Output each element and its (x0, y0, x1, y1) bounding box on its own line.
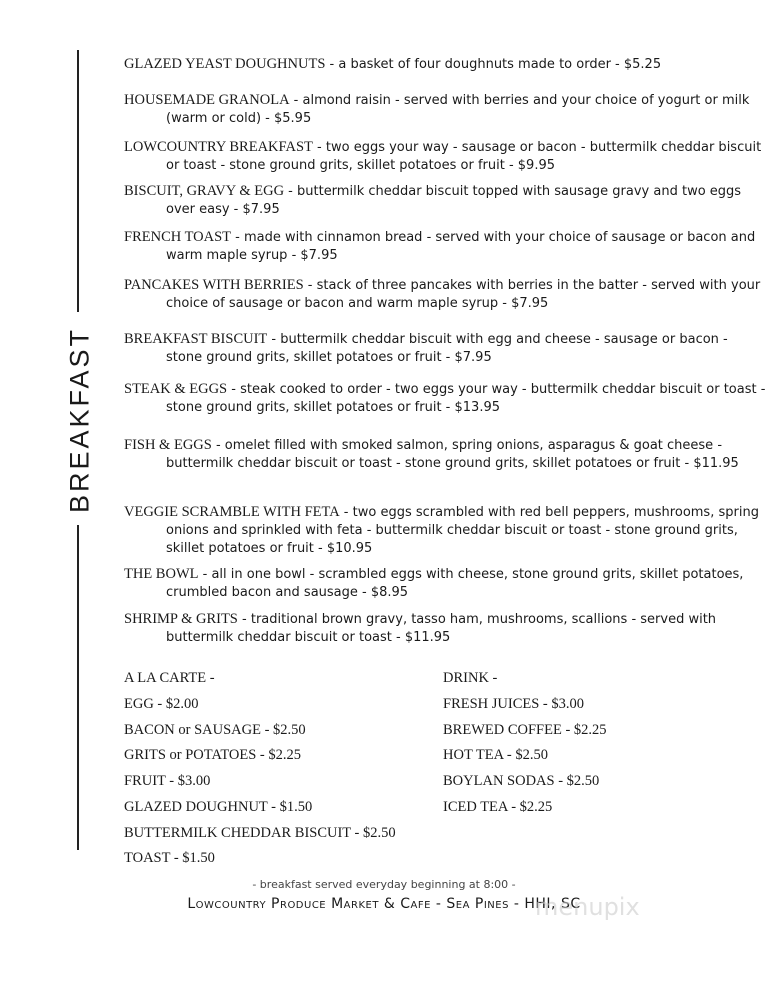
drink-row: FRESH JUICES - $3.00 (443, 696, 584, 712)
menu-item (124, 182, 766, 219)
menu-item-name: THE BOWL (124, 566, 199, 582)
a_la_carte-row: FRUIT - $3.00 (124, 773, 211, 790)
menu-item (124, 380, 766, 417)
a_la_carte-row: EGG - $2.00 (124, 696, 199, 712)
menu-item (124, 228, 766, 265)
menu-item-description: - two eggs your way - sausage or bacon - buttermilk cheddar biscuit or toast - stone ground grits, skillet potatoes or fruit - $9.95 (166, 140, 762, 173)
menu-item-name: HOUSEMADE GRANOLA (124, 92, 290, 108)
a_la_carte-row: TOAST - $1.50 (124, 850, 215, 867)
restaurant-footer: Lowcountry Produce Market & Cafe - Sea Pines - HHI, SC (187, 896, 581, 912)
menu-item-name: LOWCOUNTRY BREAKFAST (124, 139, 313, 155)
menu-item-description: - omelet filled with smoked salmon, spring onions, asparagus & goat cheese - buttermilk cheddar biscuit or toast - stone ground grits, skillet potatoes or fruit - $11.95 (166, 438, 739, 471)
section-title: BREAKFAST (64, 326, 95, 514)
divider-line-bottom (77, 525, 79, 850)
drink-row: HOT TEA - $2.50 (443, 747, 548, 764)
menu-item-description: - a basket of four doughnuts made to order - $5.25 (325, 57, 662, 72)
menu-item-description: - almond raisin - served with berries and your choice of yogurt or milk (warm or cold) - $5.95 (166, 93, 750, 126)
menu-item-description: - stack of three pancakes with berries in the batter - served with your choice of sausage or bacon and warm maple syrup - $7.95 (166, 278, 761, 311)
menu-item-name: BREAKFAST BISCUIT (124, 331, 268, 347)
menu-item-name: STEAK & EGGS (124, 381, 228, 397)
menu-item-description: - traditional brown gravy, tasso ham, mushrooms, scallions - served with buttermilk cheddar biscuit or toast - $11.95 (166, 612, 717, 645)
menu-item-name: SHRIMP & GRITS (124, 611, 238, 627)
menu-item-name: BISCUIT, GRAVY & EGG (124, 183, 285, 199)
menu-item-name: FRENCH TOAST (124, 229, 232, 245)
menu-item-description: - steak cooked to order - two eggs your way - buttermilk cheddar biscuit or toast - stone ground grits, skillet potatoes or fruit - $13.95 (166, 382, 766, 415)
menu-item (124, 276, 766, 313)
a_la_carte-heading: A LA CARTE - (124, 670, 215, 686)
menu-item (124, 91, 766, 128)
menu-item-name: FISH & EGGS (124, 437, 212, 453)
drink-row: BOYLAN SODAS - $2.50 (443, 773, 600, 790)
menu-item (124, 436, 766, 473)
a_la_carte-row: GLAZED DOUGHNUT - $1.50 (124, 798, 313, 815)
watermark-logo: menupix (535, 893, 640, 921)
menu-item (124, 55, 766, 74)
menu-item (124, 330, 766, 367)
menu-item-description: - buttermilk cheddar biscuit with egg and cheese - sausage or bacon - stone ground grits, skillet potatoes or fruit - $7.95 (166, 332, 728, 365)
menu-item-description: - two eggs scrambled with red bell peppers, mushrooms, spring onions and sprinkled with feta - buttermilk cheddar biscuit or toast - stone ground grits, skillet potatoes or fruit - $10.95 (166, 505, 759, 556)
service-note: - breakfast served everyday beginning at 8:00 - (252, 878, 516, 891)
drink-row: ICED TEA - $2.25 (443, 798, 553, 815)
menu-item-name: PANCAKES WITH BERRIES (124, 277, 304, 293)
menu-item-name: GLAZED YEAST DOUGHNUTS (124, 56, 326, 72)
menu-item (124, 610, 766, 647)
a_la_carte-row: BUTTERMILK CHEDDAR BISCUIT - $2.50 (124, 824, 396, 841)
menu-item-description: - all in one bowl - scrambled eggs with cheese, stone ground grits, skillet potatoes, crumbled bacon and sausage - $8.95 (166, 567, 744, 600)
divider-line-top (77, 50, 79, 312)
menu-item-description: - made with cinnamon bread - served with your choice of sausage or bacon and warm maple syrup - $7.95 (166, 230, 756, 263)
a_la_carte-row: BACON or SAUSAGE - $2.50 (124, 721, 306, 738)
menu-item (124, 138, 766, 175)
a_la_carte-row: GRITS or POTATOES - $2.25 (124, 747, 302, 764)
drink-row: BREWED COFFEE - $2.25 (443, 721, 607, 738)
menu-item (124, 565, 766, 602)
menu-item (124, 503, 766, 558)
menu-item-name: VEGGIE SCRAMBLE WITH FETA (124, 504, 340, 520)
drink-heading: DRINK - (443, 670, 498, 686)
menu-item-description: - buttermilk cheddar biscuit topped with sausage gravy and two eggs over easy - $7.95 (166, 184, 742, 217)
